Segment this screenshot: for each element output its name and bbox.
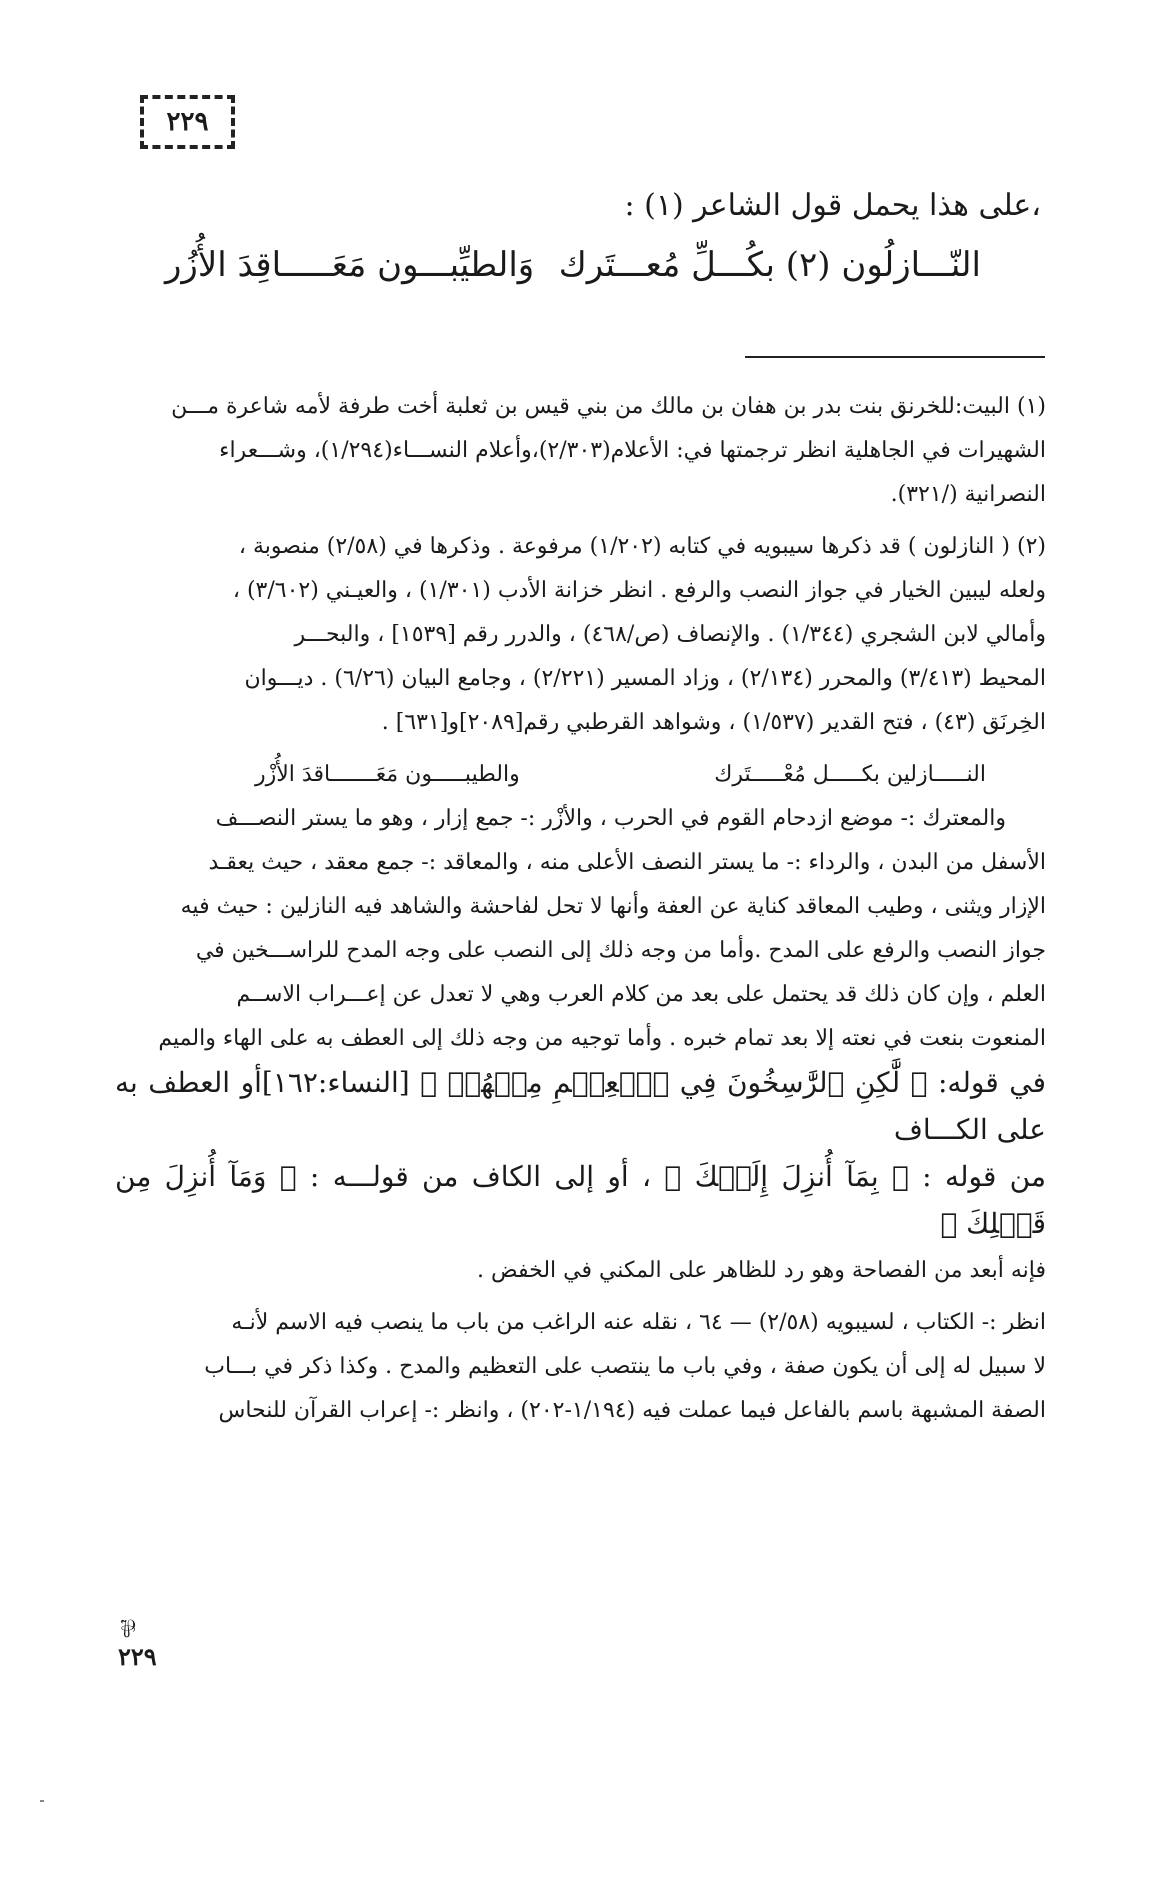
commentary-line: والمعترك :- موضع ازدحام القوم في الحرب ، والأزْر :- جمع إزار ، وهو ما يستر النصـــف [215,806,1006,831]
verse-repeat-first-half: النـــــازلين بكـــــل مُعْـــــتَرك [714,762,986,787]
footnote-separator [745,356,1045,358]
scan-mark [40,1800,44,1802]
ref-line: انظر :- الكتاب ، لسيبويه (٢/٥٨) — ٦٤ ، نقله عنه الراغب من باب ما ينصب فيه الاسم لأنـه [231,1310,1046,1335]
fn2-line: الخِرنَق (٤٣) ، فتح القدير (١/٥٣٧) ، وشواهد القرطبي رقم[٢٠٨٩]و[٦٣١] . [381,710,1046,735]
ref-line: الصفة المشبهة باسم بالفاعل فيما عملت فيه (١/١٩٤-٢٠٢) ، وانظر :- إعراب القرآن للنحاس [218,1398,1046,1423]
commentary-line: فإنه أبعد من الفصاحة وهو رد للظاهر على المكني في الخفض . [477,1258,1046,1283]
intro-line: ،على هذا يحمل قول الشاعر (١) : [624,188,1041,223]
quran-line: في قوله: ﴿ لَّٰكِنِ ٱلرَّٰسِخُونَ فِي ٱلۡعِلۡمِ مِنۡهُمۡ ﴾ [النساء:١٦٢]أو العطف به على الكـــاف [115,1066,1046,1146]
quran-line: من قوله : ﴿ بِمَآ أُنزِلَ إِلَيۡكَ ﴾ ، أو إلى الكاف من قولـــه : ﴿ وَمَآ أُنزِلَ مِن قَبۡلِكَ ﴾ [115,1160,1046,1240]
fn2-line: المحيط (٣/٤١٣) والمحرر (٢/١٣٤) ، وزاد المسير (٢/٢٢١) ، وجامع البيان (٦/٢٦) . ديـــوان [244,666,1046,691]
ornament-icon: ⅌ [120,1615,136,1643]
fn2-line: وأمالي لابن الشجري (١/٣٤٤) . والإنصاف (ص/٤٦٨) ، والدرر رقم [١٥٣٩] ، والبحـــر [294,622,1046,647]
verse-repeat-second-half: والطيبـــــون مَعَـــــــاقدَ الأُزْر [255,762,520,787]
page-number-top-text: ٢٢٩ [166,107,209,137]
fn1-line: الشهيرات في الجاهلية انظر ترجمتها في: الأعلام(٢/٣٠٣)،وأعلام النســـاء(١/٢٩٤)، وشـــعراء [219,438,1046,463]
fn1-line: (١) البيت:للخرنق بنت بدر بن هفان بن مالك من بني قيس بن ثعلبة أخت طرفة لأمه شاعرة مـــن [171,394,1046,419]
page-number-top [140,95,235,149]
references [115,1301,1046,1433]
commentary [115,797,1046,1293]
verse-second-half: وَالطيِّبـــون مَعَـــــاقِدَ الأُزُر [165,245,535,285]
footnotes [115,385,1046,1441]
commentary-line: جواز النصب والرفع على المدح .وأما من وجه ذلك إلى النصب على وجه المدح للراســـخين في [195,938,1046,963]
fn2-line: ولعله ليبين الخيار في جواز النصب والرفع . انظر خزانة الأدب (١/٣٠١) ، والعيـني (٣/٦٠٢) ، [232,578,1046,603]
fn2-line: (٢) ( النازلون ) قد ذكرها سيبويه في كتابه (١/٢٠٢) مرفوعة . وذكرها في (٢/٥٨) منصوبة ، [238,534,1046,559]
fn1-line: النصرانية (/٣٢١). [890,482,1046,507]
commentary-line: الأسفل من البدن ، والرداء :- ما يستر النصف الأعلى منه ، والمعاقد :- جمع معقد ، حيث يعقـد [208,850,1046,875]
footnote-2 [115,525,1046,745]
ref-line: لا سبيل له إلى أن يكون صفة ، وفي باب ما ينتصب على التعظيم والمدح . وكذا ذكر في بـــاب [204,1354,1046,1379]
verse-first-half: النّـــازلُون (٢) بكُـــلِّ مُعـــتَرك [558,245,981,285]
commentary-line: المنعوت بنعت في نعته إلا بعد تمام خبره . وأما توجيه من وجه ذلك إلى العطف به على الهاء والميم [158,1026,1046,1051]
page-number-bottom: ٢٢٩ [118,1642,157,1671]
footnote-1 [115,385,1046,517]
commentary-line: الإزار ويثنى ، وطيب المعاقد كناية عن العفة وأنها لا تحل لفاحشة والشاهد فيه النازلين : حيث فيه [180,894,1046,919]
commentary-line: العلم ، وإن كان ذلك قد يحتمل على بعد من كلام العرب وهي لا تعدل عن إعـــراب الاســم [236,982,1046,1007]
verse-repeat [115,753,1046,797]
